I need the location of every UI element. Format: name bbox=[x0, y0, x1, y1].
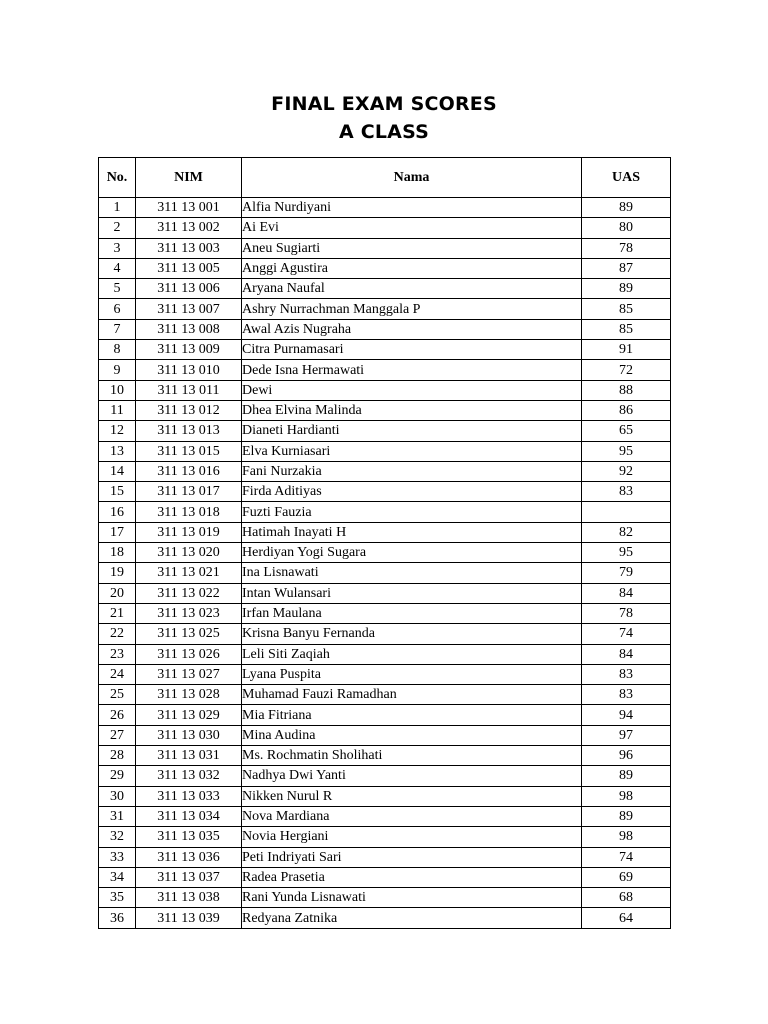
uas-score-cell: 91 bbox=[582, 340, 671, 360]
table-row bbox=[99, 603, 671, 623]
table-row bbox=[99, 441, 671, 461]
document-title: FINAL EXAM SCORES bbox=[271, 93, 497, 115]
row-number-cell: 2 bbox=[99, 218, 136, 238]
student-name-cell: Lyana Puspita bbox=[242, 664, 582, 684]
column-header-uas: UAS bbox=[582, 158, 671, 198]
column-header-nim: NIM bbox=[136, 158, 242, 198]
nim-cell: 311 13 009 bbox=[136, 340, 242, 360]
row-number-cell: 8 bbox=[99, 340, 136, 360]
row-number-cell: 34 bbox=[99, 867, 136, 887]
row-number-cell: 19 bbox=[99, 563, 136, 583]
uas-score-cell: 85 bbox=[582, 319, 671, 339]
nim-cell: 311 13 029 bbox=[136, 705, 242, 725]
student-name-cell: Nikken Nurul R bbox=[242, 786, 582, 806]
uas-score-cell: 74 bbox=[582, 624, 671, 644]
table-row bbox=[99, 482, 671, 502]
uas-score-cell: 78 bbox=[582, 603, 671, 623]
nim-cell: 311 13 035 bbox=[136, 827, 242, 847]
nim-cell: 311 13 003 bbox=[136, 238, 242, 258]
uas-score-cell: 64 bbox=[582, 908, 671, 928]
nim-cell: 311 13 021 bbox=[136, 563, 242, 583]
row-number-cell: 30 bbox=[99, 786, 136, 806]
nim-cell: 311 13 023 bbox=[136, 603, 242, 623]
row-number-cell: 4 bbox=[99, 258, 136, 278]
student-name-cell: Muhamad Fauzi Ramadhan bbox=[242, 685, 582, 705]
table-row bbox=[99, 664, 671, 684]
uas-score-cell: 97 bbox=[582, 725, 671, 745]
uas-score-cell: 85 bbox=[582, 299, 671, 319]
nim-cell: 311 13 022 bbox=[136, 583, 242, 603]
table-row bbox=[99, 705, 671, 725]
table-row bbox=[99, 319, 671, 339]
table-row bbox=[99, 279, 671, 299]
row-number-cell: 23 bbox=[99, 644, 136, 664]
table-row bbox=[99, 583, 671, 603]
row-number-cell: 29 bbox=[99, 766, 136, 786]
table-row bbox=[99, 867, 671, 887]
nim-cell: 311 13 008 bbox=[136, 319, 242, 339]
nim-cell: 311 13 031 bbox=[136, 746, 242, 766]
table-row bbox=[99, 827, 671, 847]
table-header-row bbox=[99, 158, 671, 198]
table-row bbox=[99, 806, 671, 826]
nim-cell: 311 13 002 bbox=[136, 218, 242, 238]
nim-cell: 311 13 033 bbox=[136, 786, 242, 806]
nim-cell: 311 13 028 bbox=[136, 685, 242, 705]
row-number-cell: 21 bbox=[99, 603, 136, 623]
uas-score-cell: 80 bbox=[582, 218, 671, 238]
table-row bbox=[99, 563, 671, 583]
uas-score-cell: 89 bbox=[582, 766, 671, 786]
table-row bbox=[99, 400, 671, 420]
student-name-cell: Rani Yunda Lisnawati bbox=[242, 888, 582, 908]
nim-cell: 311 13 013 bbox=[136, 421, 242, 441]
table-row bbox=[99, 258, 671, 278]
uas-score-cell: 98 bbox=[582, 827, 671, 847]
row-number-cell: 9 bbox=[99, 360, 136, 380]
table-row bbox=[99, 340, 671, 360]
uas-score-cell: 86 bbox=[582, 400, 671, 420]
student-name-cell: Peti Indriyati Sari bbox=[242, 847, 582, 867]
uas-score-cell: 84 bbox=[582, 583, 671, 603]
column-header-no: No. bbox=[99, 158, 136, 198]
nim-cell: 311 13 005 bbox=[136, 258, 242, 278]
nim-cell: 311 13 015 bbox=[136, 441, 242, 461]
nim-cell: 311 13 039 bbox=[136, 908, 242, 928]
student-name-cell: Awal Azis Nugraha bbox=[242, 319, 582, 339]
nim-cell: 311 13 037 bbox=[136, 867, 242, 887]
row-number-cell: 12 bbox=[99, 421, 136, 441]
student-name-cell: Irfan Maulana bbox=[242, 603, 582, 623]
student-name-cell: Mia Fitriana bbox=[242, 705, 582, 725]
student-name-cell: Dianeti Hardianti bbox=[242, 421, 582, 441]
table-row bbox=[99, 218, 671, 238]
uas-score-cell: 83 bbox=[582, 664, 671, 684]
table-row bbox=[99, 238, 671, 258]
row-number-cell: 22 bbox=[99, 624, 136, 644]
uas-score-cell: 84 bbox=[582, 644, 671, 664]
row-number-cell: 18 bbox=[99, 543, 136, 563]
student-name-cell: Ms. Rochmatin Sholihati bbox=[242, 746, 582, 766]
row-number-cell: 36 bbox=[99, 908, 136, 928]
exam-scores-table bbox=[98, 157, 671, 929]
row-number-cell: 31 bbox=[99, 806, 136, 826]
row-number-cell: 24 bbox=[99, 664, 136, 684]
row-number-cell: 33 bbox=[99, 847, 136, 867]
row-number-cell: 15 bbox=[99, 482, 136, 502]
nim-cell: 311 13 026 bbox=[136, 644, 242, 664]
student-name-cell: Aneu Sugiarti bbox=[242, 238, 582, 258]
table-row bbox=[99, 766, 671, 786]
student-name-cell: Dede Isna Hermawati bbox=[242, 360, 582, 380]
nim-cell: 311 13 019 bbox=[136, 522, 242, 542]
column-header-nama: Nama bbox=[242, 158, 582, 198]
table-row bbox=[99, 198, 671, 218]
uas-score-cell: 92 bbox=[582, 461, 671, 481]
uas-score-cell: 95 bbox=[582, 441, 671, 461]
nim-cell: 311 13 001 bbox=[136, 198, 242, 218]
row-number-cell: 14 bbox=[99, 461, 136, 481]
student-name-cell: Dhea Elvina Malinda bbox=[242, 400, 582, 420]
nim-cell: 311 13 012 bbox=[136, 400, 242, 420]
table-row bbox=[99, 725, 671, 745]
nim-cell: 311 13 020 bbox=[136, 543, 242, 563]
table-row bbox=[99, 543, 671, 563]
uas-score-cell: 74 bbox=[582, 847, 671, 867]
student-name-cell: Ai Evi bbox=[242, 218, 582, 238]
table-row bbox=[99, 299, 671, 319]
row-number-cell: 28 bbox=[99, 746, 136, 766]
row-number-cell: 17 bbox=[99, 522, 136, 542]
row-number-cell: 10 bbox=[99, 380, 136, 400]
student-name-cell: Hatimah Inayati H bbox=[242, 522, 582, 542]
nim-cell: 311 13 016 bbox=[136, 461, 242, 481]
student-name-cell: Intan Wulansari bbox=[242, 583, 582, 603]
table-row bbox=[99, 624, 671, 644]
nim-cell: 311 13 027 bbox=[136, 664, 242, 684]
table-row bbox=[99, 644, 671, 664]
table-row bbox=[99, 685, 671, 705]
student-name-cell: Ashry Nurrachman Manggala P bbox=[242, 299, 582, 319]
nim-cell: 311 13 018 bbox=[136, 502, 242, 522]
uas-score-cell bbox=[582, 502, 671, 522]
student-name-cell: Citra Purnamasari bbox=[242, 340, 582, 360]
uas-score-cell: 72 bbox=[582, 360, 671, 380]
table-body bbox=[99, 198, 671, 929]
uas-score-cell: 95 bbox=[582, 543, 671, 563]
row-number-cell: 25 bbox=[99, 685, 136, 705]
document-subtitle-class: A CLASS bbox=[339, 121, 429, 143]
student-name-cell: Firda Aditiyas bbox=[242, 482, 582, 502]
student-name-cell: Alfia Nurdiyani bbox=[242, 198, 582, 218]
student-name-cell: Nova Mardiana bbox=[242, 806, 582, 826]
table-row bbox=[99, 746, 671, 766]
uas-score-cell: 69 bbox=[582, 867, 671, 887]
nim-cell: 311 13 036 bbox=[136, 847, 242, 867]
nim-cell: 311 13 010 bbox=[136, 360, 242, 380]
nim-cell: 311 13 034 bbox=[136, 806, 242, 826]
row-number-cell: 11 bbox=[99, 400, 136, 420]
student-name-cell: Redyana Zatnika bbox=[242, 908, 582, 928]
row-number-cell: 20 bbox=[99, 583, 136, 603]
row-number-cell: 3 bbox=[99, 238, 136, 258]
student-name-cell: Nadhya Dwi Yanti bbox=[242, 766, 582, 786]
student-name-cell: Herdiyan Yogi Sugara bbox=[242, 543, 582, 563]
row-number-cell: 7 bbox=[99, 319, 136, 339]
student-name-cell: Anggi Agustira bbox=[242, 258, 582, 278]
table-row bbox=[99, 888, 671, 908]
student-name-cell: Mina Audina bbox=[242, 725, 582, 745]
row-number-cell: 16 bbox=[99, 502, 136, 522]
student-name-cell: Fani Nurzakia bbox=[242, 461, 582, 481]
nim-cell: 311 13 030 bbox=[136, 725, 242, 745]
row-number-cell: 27 bbox=[99, 725, 136, 745]
table-row bbox=[99, 522, 671, 542]
table-row bbox=[99, 908, 671, 928]
student-name-cell: Radea Prasetia bbox=[242, 867, 582, 887]
table-row bbox=[99, 421, 671, 441]
uas-score-cell: 65 bbox=[582, 421, 671, 441]
uas-score-cell: 82 bbox=[582, 522, 671, 542]
uas-score-cell: 98 bbox=[582, 786, 671, 806]
uas-score-cell: 89 bbox=[582, 279, 671, 299]
table-row bbox=[99, 360, 671, 380]
row-number-cell: 26 bbox=[99, 705, 136, 725]
table-row bbox=[99, 786, 671, 806]
uas-score-cell: 96 bbox=[582, 746, 671, 766]
nim-cell: 311 13 032 bbox=[136, 766, 242, 786]
nim-cell: 311 13 017 bbox=[136, 482, 242, 502]
student-name-cell: Aryana Naufal bbox=[242, 279, 582, 299]
uas-score-cell: 79 bbox=[582, 563, 671, 583]
table-row bbox=[99, 461, 671, 481]
table-row bbox=[99, 380, 671, 400]
row-number-cell: 13 bbox=[99, 441, 136, 461]
row-number-cell: 35 bbox=[99, 888, 136, 908]
uas-score-cell: 83 bbox=[582, 685, 671, 705]
student-name-cell: Fuzti Fauzia bbox=[242, 502, 582, 522]
student-name-cell: Novia Hergiani bbox=[242, 827, 582, 847]
uas-score-cell: 88 bbox=[582, 380, 671, 400]
uas-score-cell: 83 bbox=[582, 482, 671, 502]
nim-cell: 311 13 011 bbox=[136, 380, 242, 400]
student-name-cell: Krisna Banyu Fernanda bbox=[242, 624, 582, 644]
uas-score-cell: 89 bbox=[582, 806, 671, 826]
row-number-cell: 1 bbox=[99, 198, 136, 218]
nim-cell: 311 13 006 bbox=[136, 279, 242, 299]
table-row bbox=[99, 502, 671, 522]
nim-cell: 311 13 025 bbox=[136, 624, 242, 644]
student-name-cell: Dewi bbox=[242, 380, 582, 400]
uas-score-cell: 89 bbox=[582, 198, 671, 218]
uas-score-cell: 78 bbox=[582, 238, 671, 258]
uas-score-cell: 68 bbox=[582, 888, 671, 908]
student-name-cell: Ina Lisnawati bbox=[242, 563, 582, 583]
row-number-cell: 32 bbox=[99, 827, 136, 847]
nim-cell: 311 13 038 bbox=[136, 888, 242, 908]
nim-cell: 311 13 007 bbox=[136, 299, 242, 319]
student-name-cell: Elva Kurniasari bbox=[242, 441, 582, 461]
row-number-cell: 5 bbox=[99, 279, 136, 299]
uas-score-cell: 94 bbox=[582, 705, 671, 725]
uas-score-cell: 87 bbox=[582, 258, 671, 278]
row-number-cell: 6 bbox=[99, 299, 136, 319]
student-name-cell: Leli Siti Zaqiah bbox=[242, 644, 582, 664]
table-row bbox=[99, 847, 671, 867]
